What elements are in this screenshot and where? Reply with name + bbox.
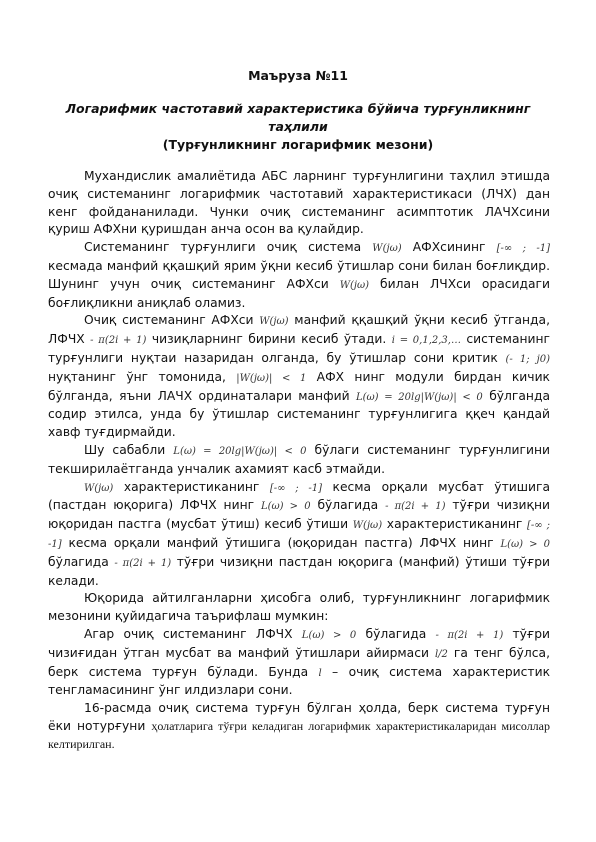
paragraph-text: Очиқ системанинг АФХси (84, 313, 260, 328)
math-formula: [-∞ ; -1] (496, 243, 550, 255)
paragraph-text: чизиқларнинг бирини кесиб ўтади. (146, 332, 392, 347)
math-formula: W(jω) (372, 243, 402, 255)
paragraph-text: билан ЛЧХси орасидаги боғлиқликни аниқлаб оламиз. (48, 276, 550, 310)
math-formula: i = 0,1,2,3,… (391, 335, 461, 347)
paragraph-text: АФХсининг (401, 240, 497, 255)
paragraph-text: Шу сабабли (84, 442, 174, 457)
paragraph (48, 312, 550, 442)
paragraph (48, 626, 550, 700)
math-formula: W(jω) (339, 279, 370, 291)
paragraph-text: бўлагида (310, 498, 386, 513)
paragraph-text: тўғри чизиғидан ўтган мусбат ва манфий ўтишлари айирмаси (48, 626, 550, 660)
math-formula: l/2 (434, 648, 448, 660)
paragraph-text: бўлаги системанинг турғунлигини текширилаётганда унчалик ахамият касб этмайди. (48, 442, 550, 476)
paragraph-text: Юқорида айтилганларни ҳисобга олиб, турғунликнинг логарифмик мезонини қуйидагича таърифлаш мумкин: (48, 591, 550, 624)
math-formula: [-∞ ; -1] (48, 520, 550, 550)
paragraph-text: нуқтанинг ўнг томонида, (48, 369, 237, 384)
math-formula: - π(2i + 1) (385, 501, 446, 513)
paragraph-text: кесма орқали манфий ўтишига (юқоридан пастга) ЛФЧХ нинг (61, 535, 501, 550)
math-formula: l (318, 667, 322, 679)
math-formula: L(ω) > 0 (500, 538, 550, 550)
paragraph-text: 16-расмда очиқ система турғун бўлган ҳолда, берк система турғун ёки нотурғуни (48, 701, 550, 733)
math-formula: L(ω) = 20lg|W(jω)| < 0 (355, 391, 483, 403)
paragraph-text: Агар очиқ системанинг ЛФЧХ (84, 626, 302, 641)
paragraph-text: АФХ нинг модули бирдан кичик бўлганда, яъни ЛАЧХ ординаталари манфий (48, 369, 550, 403)
paragraph-text: характеристиканинг (382, 517, 528, 532)
math-formula: W(jω) (259, 316, 289, 328)
paragraph-text: Мухандислик амалиётида АБС ларнинг турғунлигини таҳлил этишда очиқ системанинг логарифмик частотавий характеристикаси (ЛЧХ) дан кенг фойдананилади. Чунки очиқ системанинг асимптотик ЛАЧХсини қуриш АФХни қуришдан анча осон ва қулайдир. (48, 169, 550, 237)
paragraph-text: Системанинг турғунлиги очиқ система (84, 240, 373, 255)
paragraph (48, 700, 550, 753)
math-formula: L(ω) > 0 (301, 629, 357, 641)
paragraph-text: манфий ққашқий ўқни кесиб ўтганда, ЛФЧХ (48, 313, 551, 347)
paragraph (48, 442, 550, 479)
heading-main: Логарифмик частотавий характеристика бўйича турғунликнинг таҳлили (65, 101, 531, 134)
paragraph (48, 479, 550, 591)
paragraph-text: – очиқ система характеристик тенгламасининг ўнг илдизлари сони. (48, 664, 550, 698)
math-formula: - π(2i + 1) (114, 557, 172, 569)
paragraph-text: ҳолатларига тўғри келадиган логарифмик характеристикаларидан мисоллар келтирилган. (48, 718, 550, 751)
paragraph-text: бўлагида (48, 554, 115, 569)
math-formula: L(ω) > 0 (260, 501, 311, 513)
paragraph-text: бўлагида (356, 626, 436, 641)
paragraph-text: тўғри чизиқни юқоридан пастга (мусбат ўтиш) кесиб ўтиши (48, 498, 551, 532)
paragraph-text: га тенг бўлса, берк система турғун бўлади. Бунда (48, 645, 550, 679)
paragraph-text: тўғри чизиқни пастдан юқорига (манфий) ўтиши тўғри келади. (48, 554, 550, 588)
paragraph-text: характеристиканинг (113, 479, 270, 494)
paragraph-text: системанинг турғунлиги нуқтаи назаридан олганда, бу ўтишлар сони критик (48, 332, 551, 365)
math-formula: W(jω) (84, 482, 114, 494)
paragraph (48, 590, 550, 626)
heading-subtitle: (Турғунликнинг логарифмик мезони) (162, 137, 434, 152)
math-formula: L(ω) = 20lg|W(jω)| < 0 (173, 445, 307, 457)
paragraph (48, 239, 550, 312)
paragraph-text: кесма орқали мусбат ўтишига (пастдан юқорига) ЛФЧХ нинг (48, 479, 550, 513)
paragraph-text: кесмада манфий ққашқий ярим ўқни кесиб ўтишлар сони билан боғлиқдир. Шунинг учун очиқ системанинг АФХси (48, 258, 550, 291)
paragraph-text: бўлганда содир этилса, унда бу ўтишлар системанинг турғунлигига ққеч қандай хавф туғдирмайди. (48, 388, 550, 440)
math-formula: - π(2i + 1) (435, 629, 504, 641)
math-formula: - π(2i + 1) (90, 335, 147, 347)
math-formula: [-∞ ; -1] (269, 482, 323, 494)
paragraph (48, 168, 550, 239)
section-heading (48, 100, 548, 154)
lecture-body (48, 168, 550, 754)
math-formula: W(jω) (352, 520, 383, 532)
lecture-title: Маъруза №11 (248, 68, 348, 83)
math-formula: |W(jω)| < 1 (236, 372, 307, 384)
math-formula: (- 1; j0) (505, 353, 550, 365)
